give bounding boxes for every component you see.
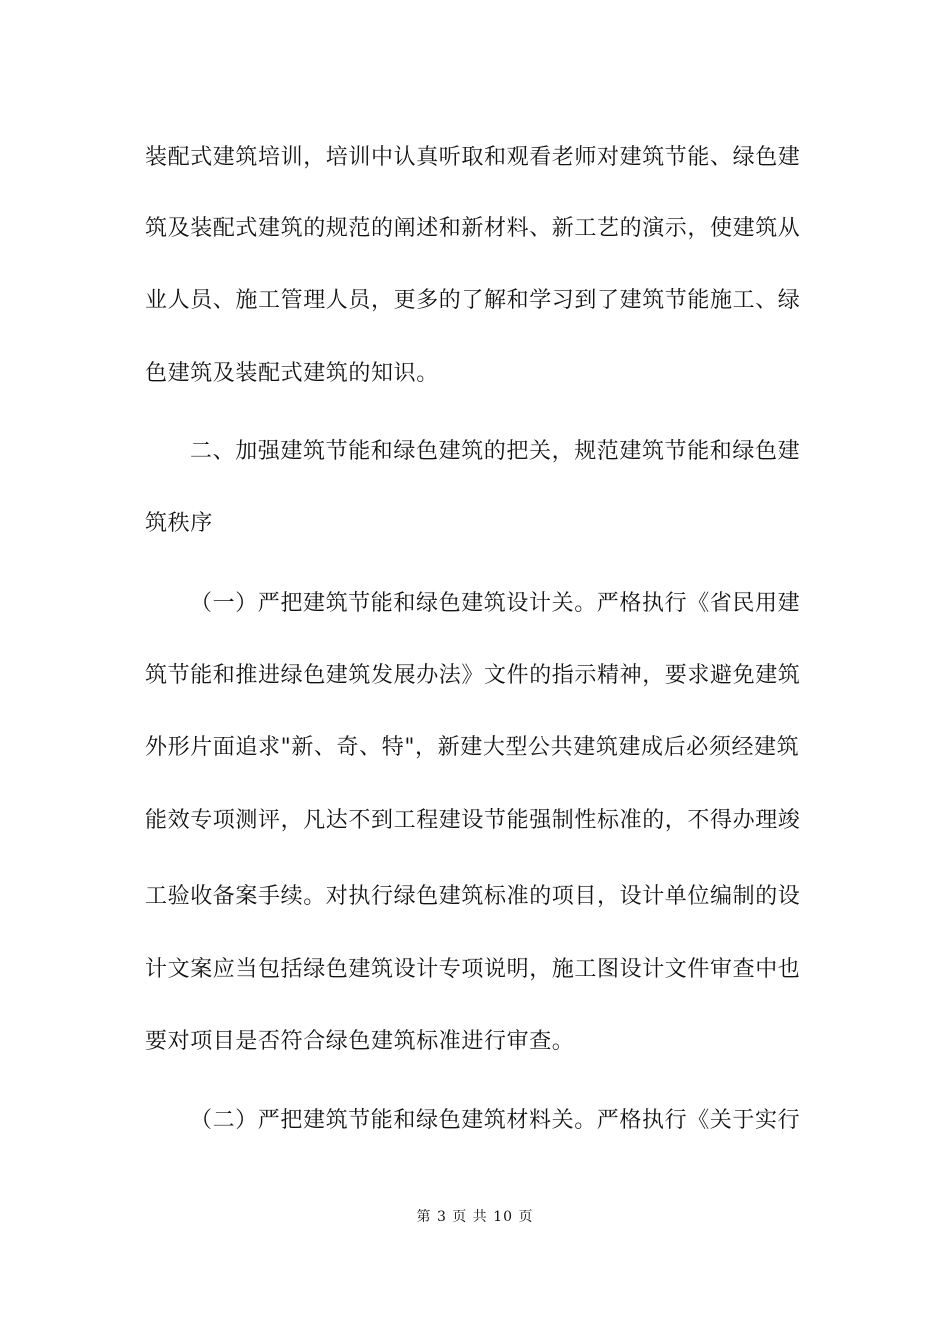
text-line: 筑及装配式建筑的规范的阐述和新材料、新工艺的演示，使建筑从	[145, 216, 801, 241]
text-line: 工验收备案手续。对执行绿色建筑标准的项目，设计单位编制的设	[145, 884, 801, 909]
text-line: 装配式建筑培训，培训中认真听取和观看老师对建筑节能、绿色建	[145, 145, 801, 170]
section-heading-line: 二、加强建筑节能和绿色建筑的把关，规范建筑节能和绿色建	[190, 439, 801, 464]
text-line: 要对项目是否符合绿色建筑标准进行审查。	[145, 1029, 575, 1054]
section-heading-line: 筑秩序	[145, 511, 213, 536]
page-number-footer: 第 3 页 共 10 页	[416, 1209, 534, 1225]
text-line: 色建筑及装配式建筑的知识。	[145, 361, 439, 386]
text-line: （一）严把建筑节能和绿色建筑设计关。严格执行《省民用建	[190, 591, 801, 616]
text-line: 业人员、施工管理人员，更多的了解和学习到了建筑节能施工、绿	[145, 288, 801, 313]
text-line: 能效专项测评，凡达不到工程建设节能强制性标准的，不得办理竣	[145, 808, 801, 833]
text-line: 筑节能和推进绿色建筑发展办法》文件的指示精神，要求避免建筑	[145, 663, 801, 688]
text-line: 外形片面追求"新、奇、特"，新建大型公共建筑建成后必须经建筑	[145, 735, 800, 760]
text-line: 计文案应当包括绿色建筑设计专项说明，施工图设计文件审查中也	[145, 957, 801, 982]
text-line: （二）严把建筑节能和绿色建筑材料关。严格执行《关于实行	[190, 1108, 801, 1133]
